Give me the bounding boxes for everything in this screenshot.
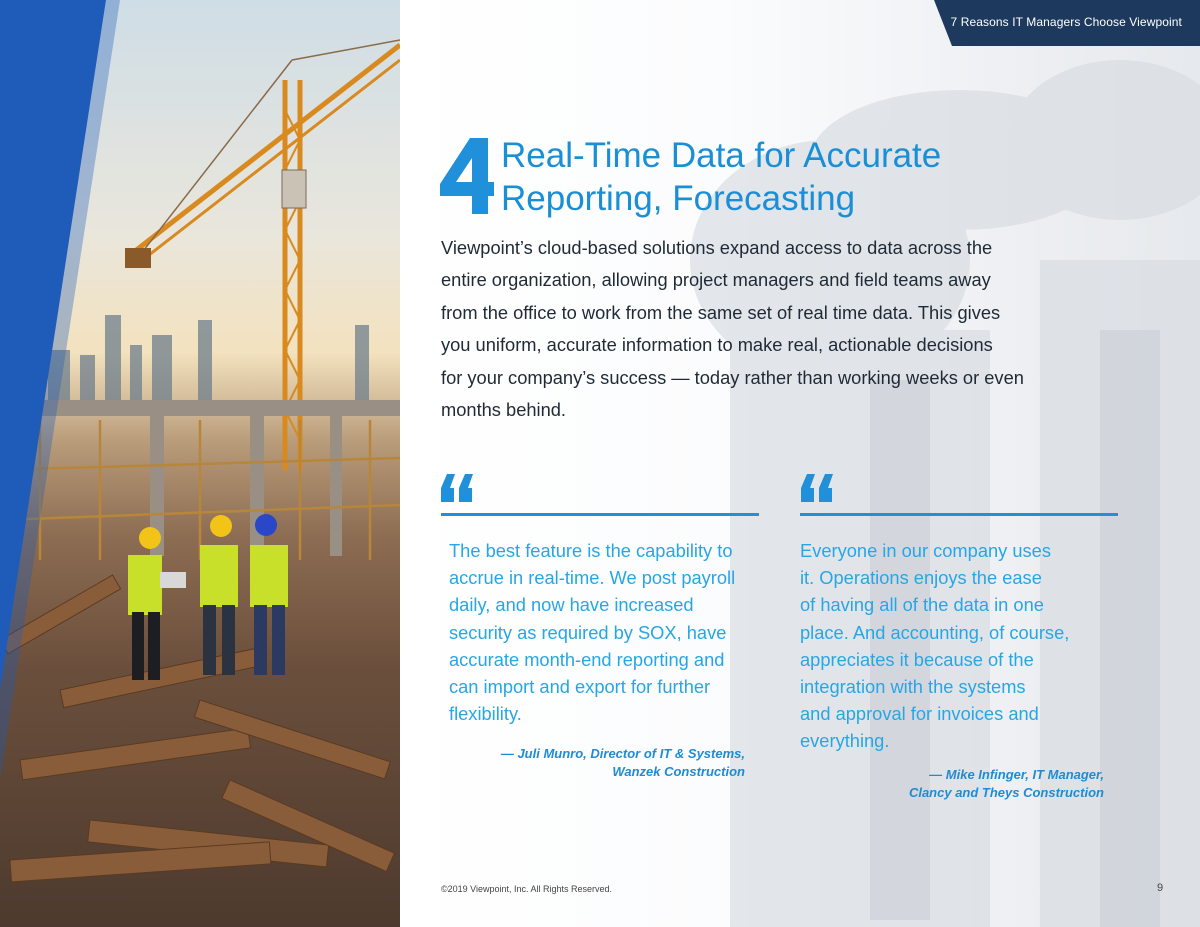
quote-2-attribution [909,766,1104,802]
copyright-notice: ©2019 Viewpoint, Inc. All Rights Reserved. [441,884,613,894]
quote-line: can import and export for further [449,676,711,698]
quote-2-text [800,537,1069,755]
quote-line: and approval for invoices and [800,703,1039,725]
quote-line: it. Operations enjoys the ease [800,567,1042,589]
quote-1-attribution [501,745,745,781]
body-line: months behind. [441,399,567,421]
quote-1-text [449,537,735,727]
quote-divider [800,513,1118,516]
quote-line: daily, and now have increased [449,594,694,616]
quote-line: place. And accounting, of course, [800,621,1070,643]
body-line: from the office to work from the same set of real time data. This gives [441,301,1001,323]
quote-open-icon [801,474,833,502]
attribution-line: Clancy and Theys Construction [908,785,1104,800]
heading-line-1: Real-Time Data for Accurate [501,136,942,175]
header-band [934,0,1200,46]
body-line: entire organization, allowing project managers and field teams away [441,269,991,291]
attribution-line: — Mike Infinger, IT Manager, [929,767,1104,782]
page-number: 9 [1157,882,1164,894]
quote-line: Everyone in our company uses [800,540,1051,561]
quote-open-icon [441,474,473,502]
section-number-graphic [436,124,496,224]
quote-divider [441,513,759,516]
quote-line: appreciates it because of the [800,648,1034,670]
attribution-line: — Juli Munro, Director of IT & Systems, [500,746,745,761]
body-line: Viewpoint’s cloud-based solutions expand access to data across the [441,237,993,258]
quote-line: integration with the systems [800,676,1026,698]
quote-line: of having all of the data in one [800,594,1044,616]
body-line: you uniform, accurate information to make real, actionable decisions [441,334,993,356]
construction-site-photo [0,0,400,927]
quote-line: accrue in real-time. We post payroll [449,567,736,589]
quote-line: security as required by SOX, have [449,621,727,643]
quote-line: flexibility. [449,703,522,725]
attribution-line: Wanzek Construction [612,764,745,779]
quote-line: accurate month-end reporting and [449,648,725,670]
heading-line-2: Reporting, Forecasting [501,179,856,218]
section-heading [501,134,1141,220]
quote-line: The best feature is the capability to [449,540,733,561]
body-paragraph [441,232,1101,426]
body-line: for your company’s success — today rather than working weeks or even [441,366,1024,388]
document-title: 7 Reasons IT Managers Choose Viewpoint [950,15,1182,29]
quote-line: everything. [800,730,890,752]
construction-scene [0,0,400,927]
